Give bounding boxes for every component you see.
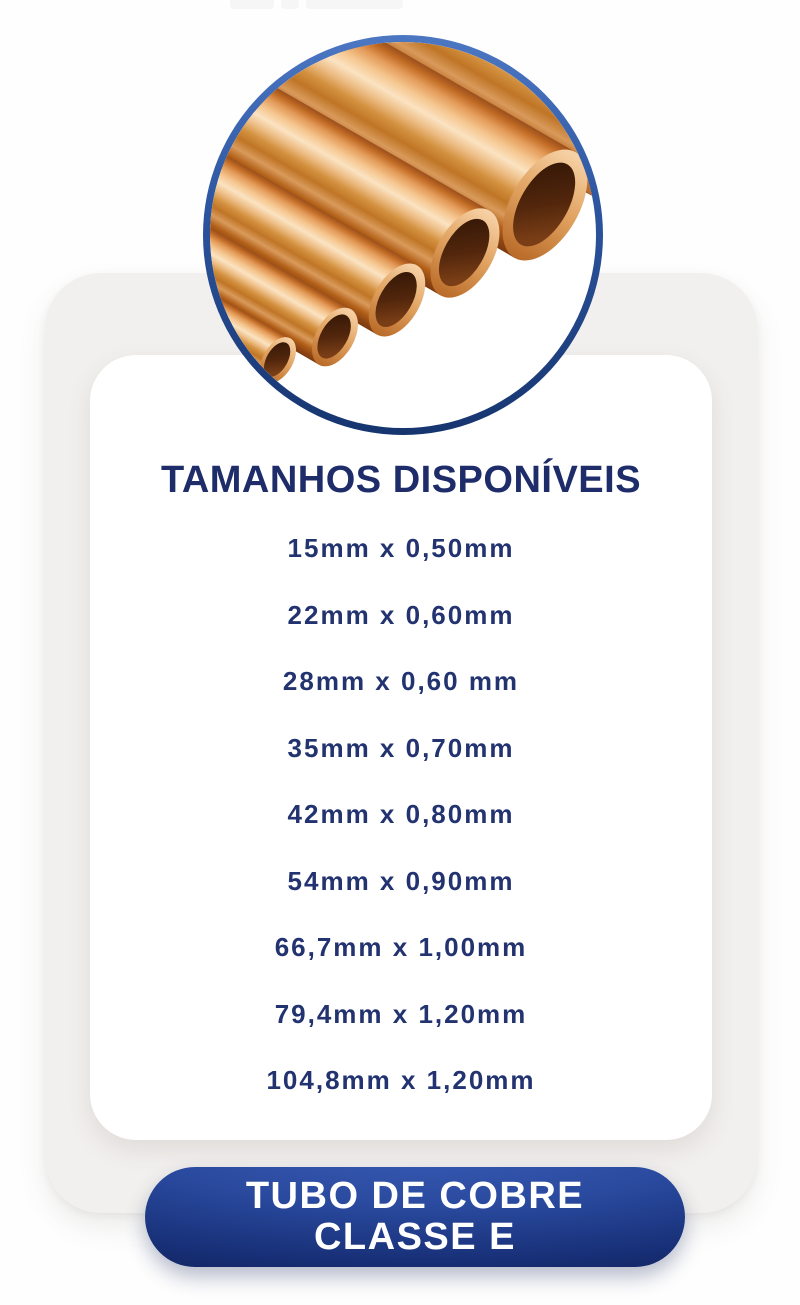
sizes-list bbox=[90, 515, 712, 1114]
size-item: 42mm x 0,80mm bbox=[287, 799, 515, 829]
size-item: 35mm x 0,70mm bbox=[287, 732, 515, 763]
size-item: 79,4mm x 1,20mm bbox=[274, 998, 528, 1029]
product-class-button[interactable] bbox=[145, 1167, 685, 1267]
size-item: 28mm x 0,60 mm bbox=[282, 666, 520, 696]
sizes-title: TAMANHOS DISPONÍVEIS bbox=[160, 459, 642, 501]
size-item: 104,8mm x 1,20mm bbox=[266, 1065, 536, 1095]
button-label-line1: TUBO DE COBRE bbox=[245, 1175, 585, 1217]
cropped-artifact bbox=[306, 0, 403, 9]
size-item: 22mm x 0,60mm bbox=[287, 599, 515, 630]
size-item: 66,7mm x 1,00mm bbox=[274, 932, 528, 962]
size-item: 15mm x 0,50mm bbox=[287, 533, 515, 563]
button-label-line2: CLASSE E bbox=[313, 1216, 517, 1258]
size-item: 54mm x 0,90mm bbox=[287, 865, 515, 896]
product-photo-frame bbox=[203, 35, 603, 435]
product-photo bbox=[210, 42, 596, 428]
cropped-artifact bbox=[281, 0, 299, 9]
copper-tubes-illustration bbox=[210, 42, 596, 428]
sizes-panel bbox=[90, 355, 712, 1140]
cropped-artifact bbox=[230, 0, 274, 9]
